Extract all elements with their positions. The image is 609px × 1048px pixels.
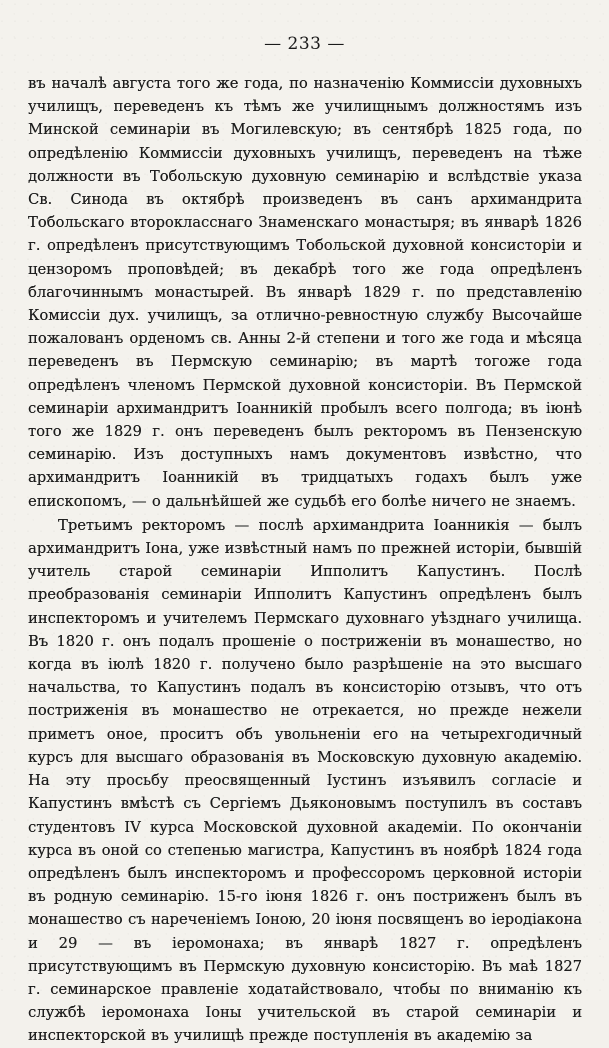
page-number: — 233 — xyxy=(264,34,345,54)
paragraph-2: Третьимъ ректоромъ — послѣ архимандрита Іоанникія — былъ архимандритъ Іона, уже извѣстный намъ по прежней исторіи, бывшій учитель старой семинаріи Ипполитъ Капустинъ. Послѣ преобразованія семинаріи Ипполитъ Капустинъ опредѣленъ былъ инспекторомъ и учителемъ Пермскаго духовнаго уѣзднаго училища. Въ 1820 г. онъ подалъ прошеніе о постриженіи въ монашество, но когда въ іюлѣ 1820 г. получено было разрѣшеніе на это высшаго начальства, то Капустинъ подалъ въ консисторію отзывъ, что отъ постриженія въ монашество не отрекается, но прежде нежели приметъ оное, проситъ объ увольненіи его на четырехгодичный курсъ для высшаго образованія въ Московскую духовную академію. На эту просьбу преосвященный Іустинъ изъявилъ согласіе и Капустинъ вмѣстѣ съ Сергіемъ Дьяконовымъ поступилъ въ составъ студентовъ IV курса Московской духовной академіи. По окончаніи курса въ оной со степенью магистра, Капустинъ въ ноябрѣ 1824 года опредѣленъ былъ инспекторомъ и профессоромъ церковной исторіи въ родную семинарію. 15-го іюня 1826 г. онъ постриженъ былъ въ монашество съ нареченіемъ Іоною, 20 іюня посвященъ во іеродіакона и 29 — въ іеромонаха; въ январѣ 1827 г. опредѣленъ присутствующимъ въ Пермскую духовную консисторію. Въ маѣ 1827 г. семинарское правленіе ходатайствовало, чтобы по вниманію къ службѣ іеромонаха Іоны учительской въ старой семинаріи и инспекторской въ училищѣ прежде поступленія въ академію за xyxy=(28,516,582,1045)
paragraph-1: въ началѣ августа того же года, по назначенію Коммиссіи духовныхъ училищъ, переведенъ къ тѣмъ же училищнымъ должностямъ изъ Минской семинаріи въ Могилевскую; въ сентябрѣ 1825 года, по опредѣленію Коммиссіи духовныхъ училищъ, переведенъ на тѣже должности въ Тобольскую духовную семинарію и вслѣдствіе указа Св. Синода въ октябрѣ произведенъ въ санъ архимандрита Тобольскаго второкласснаго Знаменскаго монастыря; въ январѣ 1826 г. опредѣленъ присутствующимъ Тобольской духовной консисторіи и цензоромъ проповѣдей; въ декабрѣ того же года опредѣленъ благочиннымъ монастырей. Въ январѣ 1829 г. по представленію Комиссіи дух. училищъ, за отлично-ревностную службу Высочайше пожалованъ орденомъ св. Анны 2-й степени и того же года и мѣсяца переведенъ въ Пермскую семинарію; въ мартѣ тогоже года опредѣленъ членомъ Пермской духовной консисторіи. Въ Пермской семинаріи архимандритъ Іоанникій пробылъ всего полгода; въ іюнѣ того же 1829 г. онъ переведенъ былъ ректоромъ въ Пензенскую семинарію. Изъ доступныхъ намъ документовъ извѣстно, что архимандритъ Іоанникій въ тридцатыхъ годахъ былъ уже епископомъ, — о дальнѣйшей же судьбѣ его болѣе ничего не знаемъ. xyxy=(28,75,582,510)
page-body-text xyxy=(28,72,582,1048)
